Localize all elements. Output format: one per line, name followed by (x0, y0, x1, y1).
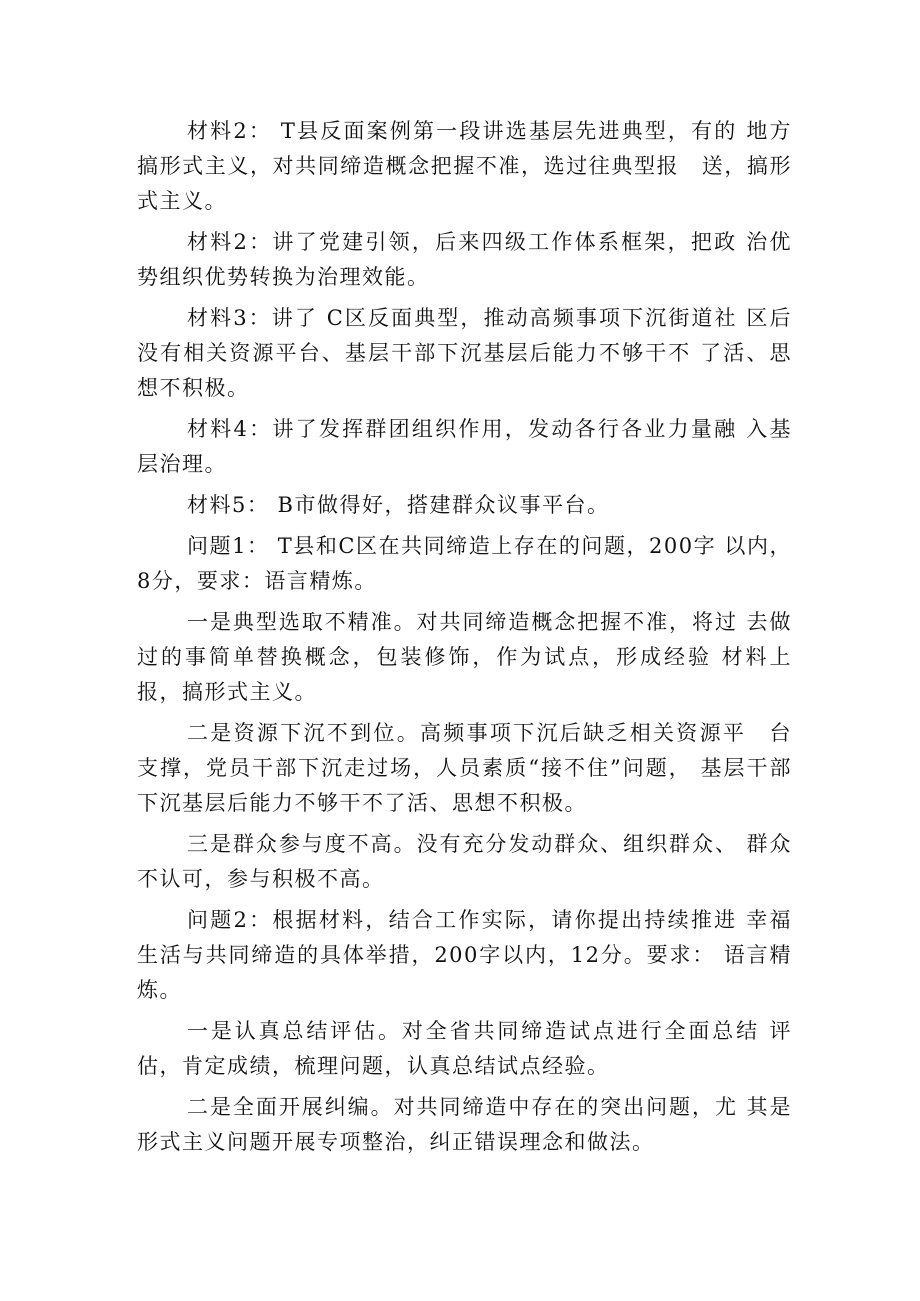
paragraph-material-4: 材料4：讲了发挥群团组织作用，发动各行各业力量融 入基层治理。 (137, 417, 792, 476)
paragraph-question-2: 问题2：根据材料，结合工作实际，请你提出持续推进 幸福生活与共同缔造的具体举措，200字以内，12分。要求： 语言精炼。 (137, 908, 792, 1002)
paragraph-material-5: 材料5： B市做得好，搭建群众议事平台。 (187, 493, 610, 517)
paragraph-answer-1-point-2: 二是资源下沉不到位。高频事项下沉后缺乏相关资源平 台支撑，党员干部下沉走过场，人员素质“接不住”问题， 基层干部下沉基层后能力不够干不了活、思想不积极。 (137, 721, 792, 815)
paragraph-answer-1-point-3: 三是群众参与度不高。没有充分发动群众、组织群众、 群众不认可，参与积极不高。 (137, 832, 792, 891)
paragraph-material-2-county-t: 材料2： T县反面案例第一段讲选基层先进典型，有的 地方搞形式主义，对共同缔造概念把握不准，选过往典型报 送，搞形式主义。 (137, 119, 792, 213)
document-body (137, 114, 792, 1166)
paragraph-material-3: 材料3：讲了 C区反面典型，推动高频事项下沉街道社 区后没有相关资源平台、基层干部下沉基层后能力不够干不 了活、思想不积极。 (137, 306, 792, 400)
paragraph-answer-2-point-1: 一是认真总结评估。对全省共同缔造试点进行全面总结 评估，肯定成绩，梳理问题，认真总结试点经验。 (137, 1019, 792, 1078)
paragraph-material-2-party-building: 材料2：讲了党建引领，后来四级工作体系框架，把政 治优势组织优势转换为治理效能。 (137, 230, 792, 289)
paragraph-answer-1-point-1: 一是典型选取不精准。对共同缔造概念把握不准，将过 去做过的事简单替换概念，包装修饰，作为试点，形成经验 材料上报，搞形式主义。 (137, 610, 792, 704)
paragraph-question-1: 问题1： T县和C区在共同缔造上存在的问题，200字 以内，8分，要求：语言精炼。 (137, 534, 792, 593)
paragraph-answer-2-point-2: 二是全面开展纠编。对共同缔造中存在的突出问题，尤 其是形式主义问题开展专项整治，纠正错误理念和做法。 (137, 1095, 792, 1154)
